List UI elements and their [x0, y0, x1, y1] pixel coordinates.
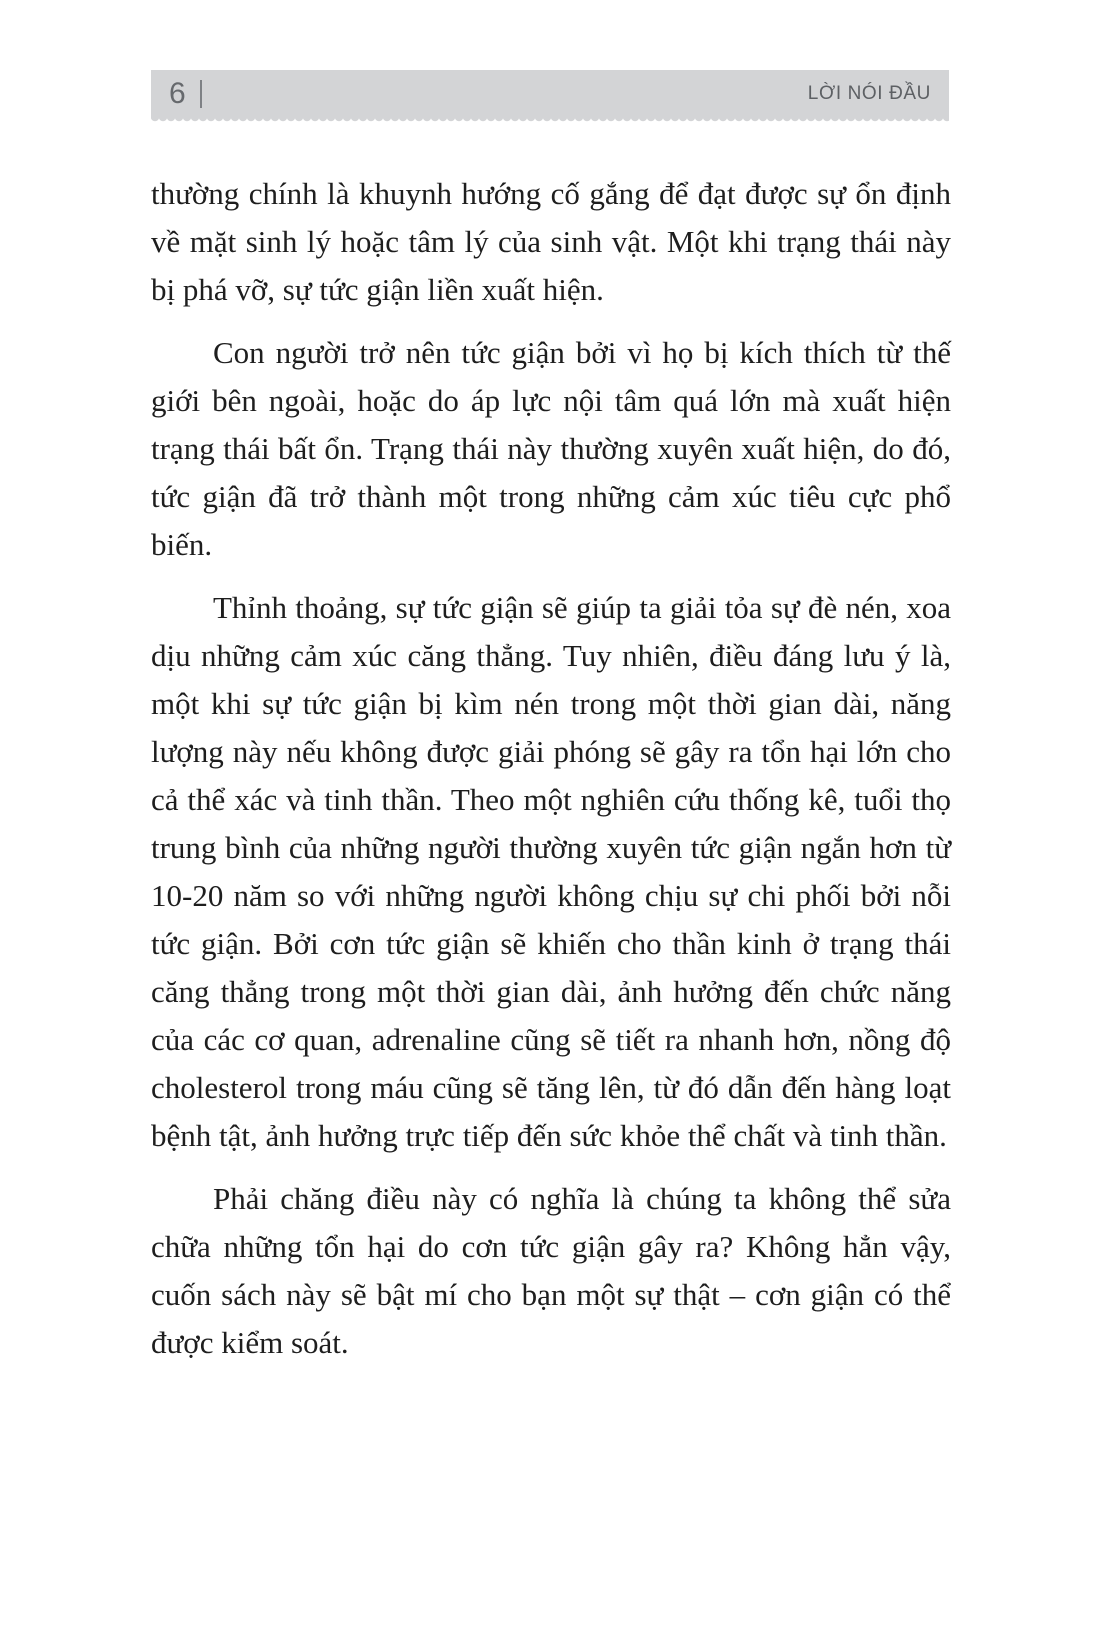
- paragraph: Con người trở nên tức giận bởi vì họ bị kích thích từ thế giới bên ngoài, hoặc do áp lực nội tâm quá lớn mà xuất hiện trạng thái bất ổn. Trạng thái này thường xuyên xuất hiện, do đó, tức giận đã trở thành một trong những cảm xúc tiêu cực phổ biến.: [151, 335, 951, 562]
- running-header: [151, 70, 949, 118]
- page-number-divider: [200, 80, 202, 108]
- paragraph: Thỉnh thoảng, sự tức giận sẽ giúp ta giải tỏa sự đè nén, xoa dịu những cảm xúc căng thẳng. Tuy nhiên, điều đáng lưu ý là, một khi sự tức giận bị kìm nén trong một thời gian dài, năng lượng này nếu không được giải phóng sẽ gây ra tổn hại lớn cho cả thể xác và tinh thần. Theo một nghiên cứu thống kê, tuổi thọ trung bình của những người thường xuyên tức giận ngắn hơn từ 10-20 năm so với những người không chịu sự chi phối bởi nỗi tức giận. Bởi cơn tức giận sẽ khiến cho thần kinh ở trạng thái căng thẳng trong một thời gian dài, ảnh hưởng đến chức năng của các cơ quan, adrenaline cũng sẽ tiết ra nhanh hơn, nồng độ cholesterol trong máu cũng sẽ tăng lên, từ đó dẫn đến hàng loạt bệnh tật, ảnh hưởng trực tiếp đến sức khỏe thể chất và tinh thần.: [151, 590, 951, 1153]
- body-text: [151, 170, 951, 1367]
- paragraph: Phải chăng điều này có nghĩa là chúng ta không thể sửa chữa những tổn hại do cơn tức giận gây ra? Không hẳn vậy, cuốn sách này sẽ bật mí cho bạn một sự thật – cơn giận có thể được kiểm soát.: [151, 1181, 951, 1360]
- page-number: 6: [169, 77, 186, 110]
- paragraph-continuation: thường chính là khuynh hướng cố gắng để đạt được sự ổn định về mặt sinh lý hoặc tâm lý của sinh vật. Một khi trạng thái này bị phá vỡ, sự tức giận liền xuất hiện.: [151, 176, 951, 307]
- page-number-group: [169, 79, 202, 109]
- chapter-title: LỜI NÓI ĐẦU: [807, 83, 931, 104]
